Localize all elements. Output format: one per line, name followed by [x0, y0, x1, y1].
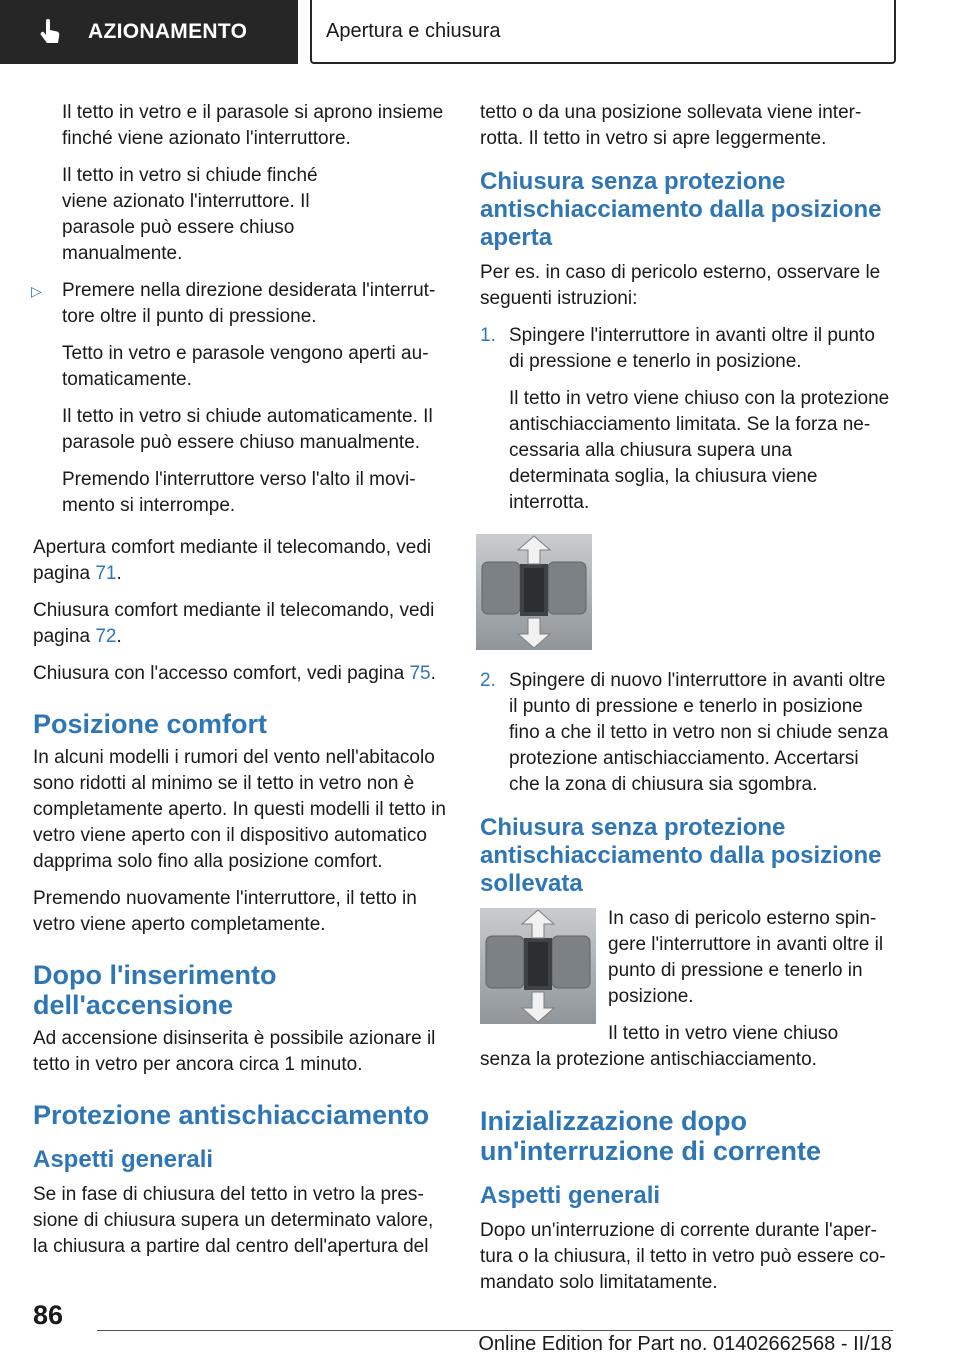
heading-close-raised: Chiusura senza protezione antischiacciamento dalla posizione sollevata [480, 814, 882, 897]
paragraph: Il tetto in vetro si chiude finché viene azionato l'interruttore. Il parasole può essere chiuso manualmente. [62, 165, 318, 264]
heading-protection: Protezione antischiacciamento [33, 1100, 430, 1130]
paragraph: Il tetto in vetro viene chiuso senza la protezione antischiacciamento. [480, 1023, 839, 1070]
page-link[interactable]: 71 [95, 563, 117, 584]
right-column [480, 100, 894, 1307]
section-tab [310, 0, 896, 64]
roof-switch-illustration [476, 534, 592, 650]
bullet-item [33, 278, 449, 330]
left-column [33, 100, 449, 1271]
edition-text: Online Edition for Part no. 01402662568 - II/18 [478, 1333, 892, 1355]
heading-close-open: Chiusura senza protezione antischiacciamento dalla posizione aperta [480, 168, 882, 251]
heading-comfort: Posizione comfort [33, 709, 268, 739]
switch-figure [476, 534, 894, 650]
paragraph: In alcuni modelli i rumori del vento nell'abitacolo sono ridotti al minimo se il tetto in vetro non è completamente aperto. In questi modelli il tetto in vetro viene aperto con il dispositivo automatico dapprima solo fino alla posizione comfort. [33, 747, 446, 872]
paragraph: Tetto in vetro e parasole vengono aperti automaticamente. [62, 343, 429, 390]
roof-switch-illustration [480, 908, 596, 1024]
heading-general: Aspetti generali [480, 1182, 661, 1209]
paragraph: In caso di pericolo esterno spingere l'interruttore in avanti oltre il punto di pressione e tenerlo in posizione. [608, 908, 884, 1007]
heading-after-ignition: Dopo l'inserimento dell'accensione [33, 960, 277, 1020]
heading-general: Aspetti generali [33, 1146, 214, 1173]
cross-reference: Chiusura comfort mediante il telecomando, vedi pagina 72. [33, 600, 435, 647]
hand-pointer-icon [36, 17, 66, 47]
paragraph: Se in fase di chiusura del tetto in vetro la pressione di chiusura supera un determinato valore, la chiusura a partire dal centro dell'apertura del [33, 1184, 434, 1257]
page-number: 86 [33, 1300, 64, 1330]
step-text: Spingere di nuovo l'interruttore in avanti oltre il punto di pressione e tenerlo in posizione fino a che il tetto in vetro non si chiude senza protezione antischiacciamento. Accertarsi che la zona di chiusura sia sgombra. [509, 670, 889, 795]
footer-divider [97, 1330, 893, 1331]
paragraph: Per es. in caso di pericolo esterno, osservare le seguenti istruzioni: [480, 262, 881, 309]
cross-reference: Apertura comfort mediante il telecomando, vedi pagina 71. [33, 537, 432, 584]
heading-init: Inizializzazione dopo un'interruzione di corrente [480, 1106, 821, 1166]
chapter-tab [0, 0, 298, 64]
bullet-marker-icon: ▷ [31, 283, 42, 299]
bullet-text: Premere nella direzione desiderata l'interruttore oltre il punto di pressione. [62, 280, 436, 327]
section-title: Apertura e chiusura [326, 20, 501, 42]
step-number: 1. [480, 325, 496, 346]
step-number: 2. [480, 670, 496, 691]
page-header [0, 0, 960, 66]
page-link[interactable]: 72 [95, 626, 117, 647]
paragraph: Il tetto in vetro viene chiuso con la protezione antischiacciamento limitata. Se la forza necessaria alla chiusura supera una determinata soglia, la chiusura viene interrotta. [509, 388, 890, 513]
page-link[interactable]: 75 [409, 663, 431, 684]
step-item [480, 668, 894, 798]
paragraph: Il tetto in vetro si chiude automaticamente. Il parasole può essere chiuso manualmente. [62, 406, 433, 453]
step-item [480, 323, 894, 375]
paragraph: Dopo un'interruzione di corrente durante l'apertura o la chiusura, il tetto in vetro può essere comandato solo limitatamente. [480, 1220, 886, 1293]
cross-reference: Chiusura con l'accesso comfort, vedi pagina 75. [33, 663, 436, 684]
paragraph: Ad accensione disinserita è possibile azionare il tetto in vetro per ancora circa 1 minuto. [33, 1028, 436, 1075]
paragraph: tetto o da una posizione sollevata viene interrotta. Il tetto in vetro si apre leggermente. [480, 102, 862, 149]
chapter-title: AZIONAMENTO [88, 20, 248, 43]
paragraph: Il tetto in vetro e il parasole si aprono insieme finché viene azionato l'interruttore. [62, 102, 444, 149]
paragraph: Premendo l'interruttore verso l'alto il movimento si interrompe. [62, 469, 416, 516]
step-text: Spingere l'interruttore in avanti oltre il punto di pressione e tenerlo in posizione. [509, 325, 875, 372]
paragraph: Premendo nuovamente l'interruttore, il tetto in vetro viene aperto completamente. [33, 888, 417, 935]
